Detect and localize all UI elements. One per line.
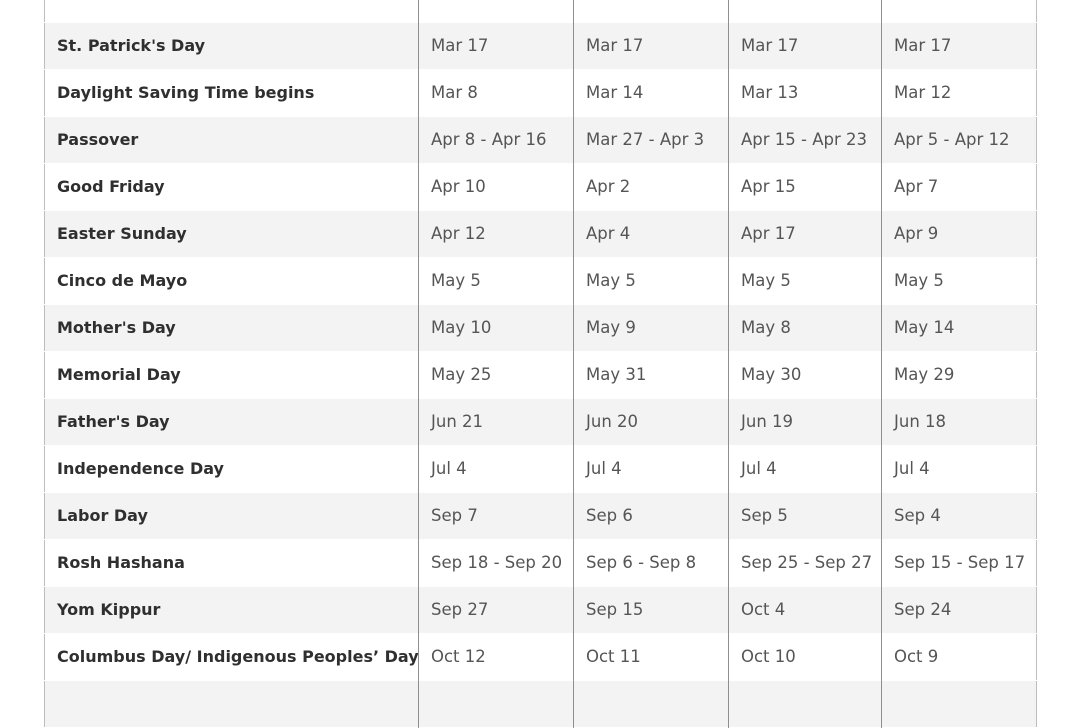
holiday-date-cell: Apr 15 — [729, 164, 882, 211]
holiday-name-cell: Memorial Day — [57, 365, 181, 384]
holiday-name-cell — [45, 0, 419, 23]
holiday-date-cell: Oct 9 — [882, 634, 1037, 681]
holiday-date-cell: May 25 — [419, 352, 574, 399]
holiday-name-cell: Mother's Day — [57, 318, 176, 337]
holiday-date-cell: May 9 — [574, 305, 729, 352]
table-row — [45, 587, 1037, 634]
holiday-date-cell: Jun 18 — [882, 399, 1037, 446]
holiday-date-cell: Sep 15 - Sep 17 — [882, 540, 1037, 587]
holiday-date-cell: Jul 4 — [419, 446, 574, 493]
table-row — [45, 634, 1037, 681]
holiday-date-cell: May 8 — [729, 305, 882, 352]
holiday-date-cell: May 5 — [882, 258, 1037, 305]
holiday-date-cell: Sep 4 — [882, 493, 1037, 540]
holiday-table-body — [45, 0, 1037, 728]
holiday-name-cell: Independence Day — [57, 459, 224, 478]
holiday-date-cell: Jun 21 — [419, 399, 574, 446]
holiday-date-cell: Apr 10 — [419, 164, 574, 211]
holiday-date-cell: Mar 27 - Apr 3 — [574, 117, 729, 164]
holiday-date-cell — [882, 0, 1037, 23]
table-row — [45, 681, 1037, 728]
holiday-table-container — [44, 0, 1036, 728]
holiday-date-cell: Apr 8 - Apr 16 — [419, 117, 574, 164]
table-row — [45, 258, 1037, 305]
holiday-date-cell: Sep 24 — [882, 587, 1037, 634]
table-row — [45, 399, 1037, 446]
table-row — [45, 117, 1037, 164]
holiday-date-cell — [419, 681, 574, 728]
holiday-date-cell: Sep 18 - Sep 20 — [419, 540, 574, 587]
holiday-name-cell: Cinco de Mayo — [57, 271, 188, 290]
holiday-date-cell — [882, 681, 1037, 728]
holiday-date-cell: Sep 27 — [419, 587, 574, 634]
holiday-name-cell: Rosh Hashana — [57, 553, 185, 572]
holiday-date-cell: May 31 — [574, 352, 729, 399]
holiday-date-cell: May 10 — [419, 305, 574, 352]
table-row — [45, 23, 1037, 70]
holiday-name-cell: Yom Kippur — [57, 600, 161, 619]
holiday-date-cell: Sep 15 — [574, 587, 729, 634]
holiday-date-cell: Sep 25 - Sep 27 — [729, 540, 882, 587]
holiday-date-cell: May 5 — [729, 258, 882, 305]
holiday-date-cell: Oct 10 — [729, 634, 882, 681]
holiday-date-cell: Mar 12 — [882, 70, 1037, 117]
holiday-date-cell: May 5 — [419, 258, 574, 305]
holiday-date-cell: Mar 17 — [882, 23, 1037, 70]
table-row — [45, 493, 1037, 540]
table-row — [45, 164, 1037, 211]
table-row — [45, 305, 1037, 352]
holiday-date-cell: Apr 17 — [729, 211, 882, 258]
holiday-date-cell: May 5 — [574, 258, 729, 305]
holiday-date-cell: Sep 5 — [729, 493, 882, 540]
table-row — [45, 446, 1037, 493]
holiday-date-cell: Oct 11 — [574, 634, 729, 681]
holiday-date-cell: Apr 5 - Apr 12 — [882, 117, 1037, 164]
holiday-date-cell: Mar 14 — [574, 70, 729, 117]
holiday-date-cell — [729, 0, 882, 23]
holiday-date-cell: Mar 17 — [574, 23, 729, 70]
holiday-date-cell: Sep 6 — [574, 493, 729, 540]
holiday-date-cell: Apr 12 — [419, 211, 574, 258]
table-row — [45, 352, 1037, 399]
holiday-date-cell: May 30 — [729, 352, 882, 399]
holiday-date-cell: Mar 17 — [419, 23, 574, 70]
holiday-date-cell: Jul 4 — [729, 446, 882, 493]
holiday-name-cell: Labor Day — [57, 506, 148, 525]
holiday-name-cell: Good Friday — [57, 177, 165, 196]
holiday-date-cell: Jun 20 — [574, 399, 729, 446]
holiday-date-cell: Mar 17 — [729, 23, 882, 70]
holiday-date-cell: Apr 7 — [882, 164, 1037, 211]
holiday-date-cell: Sep 6 - Sep 8 — [574, 540, 729, 587]
holiday-date-cell: Mar 8 — [419, 70, 574, 117]
holiday-date-cell: Sep 7 — [419, 493, 574, 540]
table-row — [45, 211, 1037, 258]
holiday-date-cell — [419, 0, 574, 23]
holiday-date-cell: Jul 4 — [574, 446, 729, 493]
holiday-name-cell: Passover — [57, 130, 139, 149]
holiday-date-cell: Apr 9 — [882, 211, 1037, 258]
holiday-date-cell — [574, 0, 729, 23]
holiday-name-cell — [45, 681, 419, 728]
holiday-name-cell: Father's Day — [57, 412, 170, 431]
holiday-date-cell: Oct 4 — [729, 587, 882, 634]
holiday-date-cell: Apr 15 - Apr 23 — [729, 117, 882, 164]
holiday-name-cell: Easter Sunday — [57, 224, 187, 243]
table-row — [45, 70, 1037, 117]
holiday-name-cell: Daylight Saving Time begins — [57, 83, 315, 102]
holiday-date-cell: Apr 2 — [574, 164, 729, 211]
holiday-date-cell: Mar 13 — [729, 70, 882, 117]
holiday-dates-table — [44, 0, 1037, 728]
holiday-date-cell: Apr 4 — [574, 211, 729, 258]
table-row — [45, 0, 1037, 23]
holiday-date-cell: Jun 19 — [729, 399, 882, 446]
holiday-date-cell — [729, 681, 882, 728]
holiday-date-cell: May 14 — [882, 305, 1037, 352]
table-row — [45, 540, 1037, 587]
holiday-date-cell: Jul 4 — [882, 446, 1037, 493]
holiday-date-cell: May 29 — [882, 352, 1037, 399]
holiday-date-cell — [574, 681, 729, 728]
holiday-date-cell: Oct 12 — [419, 634, 574, 681]
holiday-name-cell: St. Patrick's Day — [57, 36, 206, 55]
holiday-name-cell: Columbus Day/ Indigenous Peoples’ Day — [57, 647, 419, 666]
